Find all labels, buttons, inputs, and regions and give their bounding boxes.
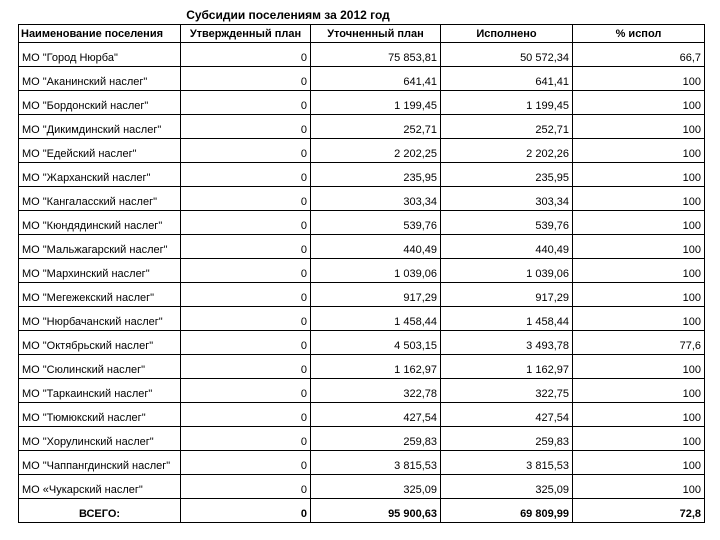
- cell-approved: 0: [181, 187, 311, 211]
- cell-executed: 3 493,78: [441, 331, 573, 355]
- cell-revised: 75 853,81: [311, 43, 441, 67]
- cell-executed: 3 815,53: [441, 451, 573, 475]
- cell-executed: 252,71: [441, 115, 573, 139]
- cell-executed: 2 202,26: [441, 139, 573, 163]
- cell-name: МО "Кюндядинский наслег": [19, 211, 181, 235]
- cell-percent: 100: [573, 91, 705, 115]
- cell-revised: 4 503,15: [311, 331, 441, 355]
- cell-name: МО "Мальжагарский наслег": [19, 235, 181, 259]
- cell-approved: 0: [181, 259, 311, 283]
- table-row: [19, 283, 705, 307]
- cell-revised: 95 900,63: [311, 499, 441, 523]
- cell-percent: 72,8: [573, 499, 705, 523]
- cell-executed: 1 458,44: [441, 307, 573, 331]
- cell-approved: 0: [181, 379, 311, 403]
- cell-revised: 303,34: [311, 187, 441, 211]
- cell-approved: 0: [181, 499, 311, 523]
- cell-revised: 259,83: [311, 427, 441, 451]
- table-row: [19, 475, 705, 499]
- cell-revised: 252,71: [311, 115, 441, 139]
- cell-executed: 50 572,34: [441, 43, 573, 67]
- cell-name: ВСЕГО:: [19, 499, 181, 523]
- table-row: [19, 91, 705, 115]
- cell-executed: 440,49: [441, 235, 573, 259]
- cell-revised: 539,76: [311, 211, 441, 235]
- header-percent: % испол: [573, 25, 705, 43]
- cell-percent: 100: [573, 187, 705, 211]
- cell-percent: 100: [573, 211, 705, 235]
- cell-name: МО "Аканинский наслег": [19, 67, 181, 91]
- cell-executed: 259,83: [441, 427, 573, 451]
- total-row: [19, 499, 705, 523]
- cell-approved: 0: [181, 355, 311, 379]
- cell-executed: 303,34: [441, 187, 573, 211]
- cell-name: МО "Едейский наслег": [19, 139, 181, 163]
- table-header: [19, 25, 705, 43]
- cell-name: МО "Город Нюрба": [19, 43, 181, 67]
- cell-approved: 0: [181, 91, 311, 115]
- table-row: [19, 427, 705, 451]
- report-title: Субсидии поселениям за 2012 год: [186, 8, 390, 22]
- table-row: [19, 115, 705, 139]
- table-row: [19, 259, 705, 283]
- cell-percent: 100: [573, 427, 705, 451]
- cell-revised: 1 199,45: [311, 91, 441, 115]
- cell-name: МО "Дикимдинский наслег": [19, 115, 181, 139]
- cell-name: МО "Кангаласский наслег": [19, 187, 181, 211]
- cell-percent: 100: [573, 163, 705, 187]
- table-row: [19, 379, 705, 403]
- cell-name: МО "Бордонский наслег": [19, 91, 181, 115]
- cell-approved: 0: [181, 451, 311, 475]
- cell-name: МО "Жарханский наслег": [19, 163, 181, 187]
- table-row: [19, 163, 705, 187]
- cell-executed: 322,75: [441, 379, 573, 403]
- cell-percent: 100: [573, 379, 705, 403]
- cell-revised: 1 039,06: [311, 259, 441, 283]
- cell-name: МО "Тюмюкский наслег": [19, 403, 181, 427]
- cell-approved: 0: [181, 235, 311, 259]
- cell-approved: 0: [181, 139, 311, 163]
- cell-approved: 0: [181, 331, 311, 355]
- cell-percent: 100: [573, 283, 705, 307]
- cell-approved: 0: [181, 43, 311, 67]
- cell-approved: 0: [181, 211, 311, 235]
- cell-name: МО "Мегежекский наслег": [19, 283, 181, 307]
- cell-revised: 1 458,44: [311, 307, 441, 331]
- cell-executed: 69 809,99: [441, 499, 573, 523]
- cell-executed: 325,09: [441, 475, 573, 499]
- cell-revised: 235,95: [311, 163, 441, 187]
- cell-name: МО «Чукарский наслег": [19, 475, 181, 499]
- cell-approved: 0: [181, 475, 311, 499]
- cell-name: МО "Сюлинский наслег": [19, 355, 181, 379]
- cell-approved: 0: [181, 307, 311, 331]
- cell-percent: 100: [573, 451, 705, 475]
- table-row: [19, 43, 705, 67]
- table-body: [19, 43, 705, 523]
- cell-executed: 539,76: [441, 211, 573, 235]
- cell-percent: 100: [573, 67, 705, 91]
- cell-percent: 77,6: [573, 331, 705, 355]
- header-row: [19, 25, 705, 43]
- table-row: [19, 307, 705, 331]
- cell-percent: 100: [573, 403, 705, 427]
- cell-percent: 100: [573, 355, 705, 379]
- cell-executed: 1 162,97: [441, 355, 573, 379]
- cell-approved: 0: [181, 403, 311, 427]
- cell-approved: 0: [181, 427, 311, 451]
- cell-executed: 641,41: [441, 67, 573, 91]
- cell-executed: 235,95: [441, 163, 573, 187]
- header-executed: Исполнено: [441, 25, 573, 43]
- header-approved-plan: Утвержденный план: [181, 25, 311, 43]
- subsidies-table: [18, 24, 705, 523]
- cell-percent: 66,7: [573, 43, 705, 67]
- cell-revised: 3 815,53: [311, 451, 441, 475]
- table-row: [19, 139, 705, 163]
- cell-revised: 440,49: [311, 235, 441, 259]
- table-row: [19, 67, 705, 91]
- cell-revised: 1 162,97: [311, 355, 441, 379]
- cell-revised: 322,78: [311, 379, 441, 403]
- cell-approved: 0: [181, 163, 311, 187]
- cell-name: МО "Чаппангдинский наслег": [19, 451, 181, 475]
- cell-revised: 325,09: [311, 475, 441, 499]
- cell-name: МО "Мархинский наслег": [19, 259, 181, 283]
- cell-name: МО "Нюрбачанский наслег": [19, 307, 181, 331]
- cell-percent: 100: [573, 115, 705, 139]
- cell-name: МО "Октябрьский наслег": [19, 331, 181, 355]
- cell-approved: 0: [181, 67, 311, 91]
- cell-percent: 100: [573, 235, 705, 259]
- table-row: [19, 235, 705, 259]
- cell-executed: 1 199,45: [441, 91, 573, 115]
- table-row: [19, 451, 705, 475]
- cell-revised: 427,54: [311, 403, 441, 427]
- cell-name: МО "Таркаинский наслег": [19, 379, 181, 403]
- cell-percent: 100: [573, 139, 705, 163]
- table-row: [19, 211, 705, 235]
- cell-revised: 917,29: [311, 283, 441, 307]
- cell-executed: 917,29: [441, 283, 573, 307]
- cell-percent: 100: [573, 259, 705, 283]
- cell-executed: 1 039,06: [441, 259, 573, 283]
- header-revised-plan: Уточненный план: [311, 25, 441, 43]
- cell-executed: 427,54: [441, 403, 573, 427]
- cell-percent: 100: [573, 307, 705, 331]
- cell-revised: 641,41: [311, 67, 441, 91]
- table-row: [19, 403, 705, 427]
- cell-approved: 0: [181, 283, 311, 307]
- cell-approved: 0: [181, 115, 311, 139]
- table-row: [19, 187, 705, 211]
- table-row: [19, 355, 705, 379]
- cell-name: МО "Хорулинский наслег": [19, 427, 181, 451]
- table-row: [19, 331, 705, 355]
- cell-percent: 100: [573, 475, 705, 499]
- cell-revised: 2 202,25: [311, 139, 441, 163]
- header-settlement-name: Наименование поселения: [19, 25, 181, 43]
